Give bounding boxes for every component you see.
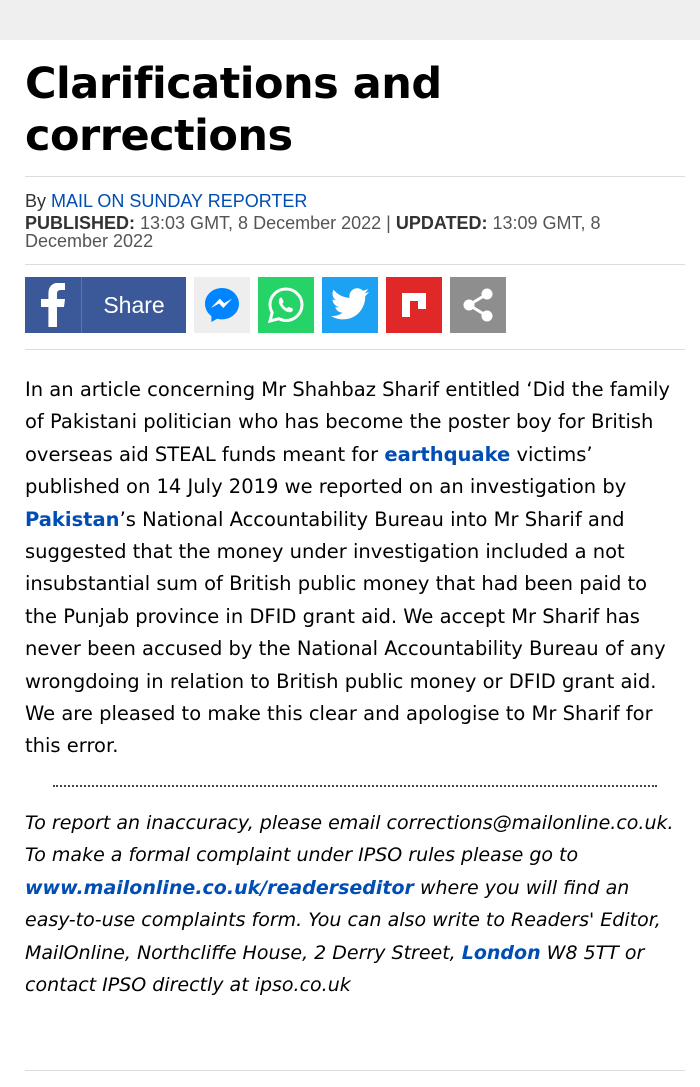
notice-text-1: To report an inaccuracy, please email corrections@mailonline.co.uk. To make a formal complaint under IPSO rules please go to: [25, 811, 674, 867]
bottom-divider: [25, 1070, 685, 1071]
twitter-icon: [330, 287, 370, 323]
notice-text-2: where you will find an easy-to-use complaints form. You can also write to Readers' Editor, MailOnline, Northcliffe House, 2 Derry Street,: [25, 876, 661, 964]
top-bar: [0, 0, 700, 40]
divider: [25, 264, 685, 265]
facebook-share-button[interactable]: [25, 277, 186, 333]
author-link[interactable]: MAIL ON SUNDAY REPORTER: [51, 191, 308, 211]
whatsapp-icon: [266, 285, 306, 325]
updated-date: 13:09 GMT, 8 December 2022: [25, 213, 601, 251]
updated-label: UPDATED:: [395, 213, 488, 233]
notice-text-3: W8 5TT or contact IPSO directly at ipso.co.uk: [25, 941, 645, 996]
pakistan-link[interactable]: Pakistan: [25, 507, 120, 531]
share-bar: [25, 277, 685, 333]
article-body: [25, 374, 685, 763]
article: [0, 58, 700, 1001]
corrections-notice: [25, 807, 685, 1001]
twitter-share-button[interactable]: [322, 277, 378, 333]
published-date: 13:03 GMT, 8 December 2022 |: [135, 213, 396, 233]
messenger-icon: [202, 285, 242, 325]
divider: [25, 176, 685, 177]
byline: [25, 191, 685, 212]
body-text-1: In an article concerning Mr Shahbaz Sharif entitled ‘Did the family of Pakistani politician who has become the poster boy for British overseas aid STEAL funds meant for: [25, 378, 670, 466]
london-link[interactable]: London: [461, 941, 541, 964]
body-text-2: victims’ published on 14 July 2019 we reported on an investigation by: [25, 442, 627, 499]
facebook-icon: [25, 277, 82, 333]
messenger-share-button[interactable]: [194, 277, 250, 333]
readerseditor-link[interactable]: www.mailonline.co.uk/readerseditor: [25, 876, 414, 899]
dateline: [25, 214, 685, 250]
flipboard-share-button[interactable]: [386, 277, 442, 333]
published-label: PUBLISHED:: [25, 213, 136, 233]
share-icon: [458, 285, 498, 325]
page-title: Clarifications and corrections: [25, 59, 442, 161]
divider: [25, 349, 685, 350]
dotted-divider: [53, 785, 657, 787]
facebook-share-label: Share: [103, 291, 165, 318]
body-text-3: ’s National Accountability Bureau into Mr Sharif and suggested that the money under investigation included a not insubstantial sum of British public money that had been paid to the Punjab province in DFID grant aid. We accept Mr Sharif has never been accused by the National Accountability Bureau of any wrongdoing in relation to British public money or DFID grant aid. We are pleased to make this clear and apologise to Mr Sharif for this error.: [25, 507, 666, 758]
byline-prefix: By: [25, 191, 52, 211]
whatsapp-share-button[interactable]: [258, 277, 314, 333]
flipboard-icon: [396, 287, 432, 323]
earthquake-link[interactable]: earthquake: [384, 442, 511, 466]
more-share-button[interactable]: [450, 277, 506, 333]
